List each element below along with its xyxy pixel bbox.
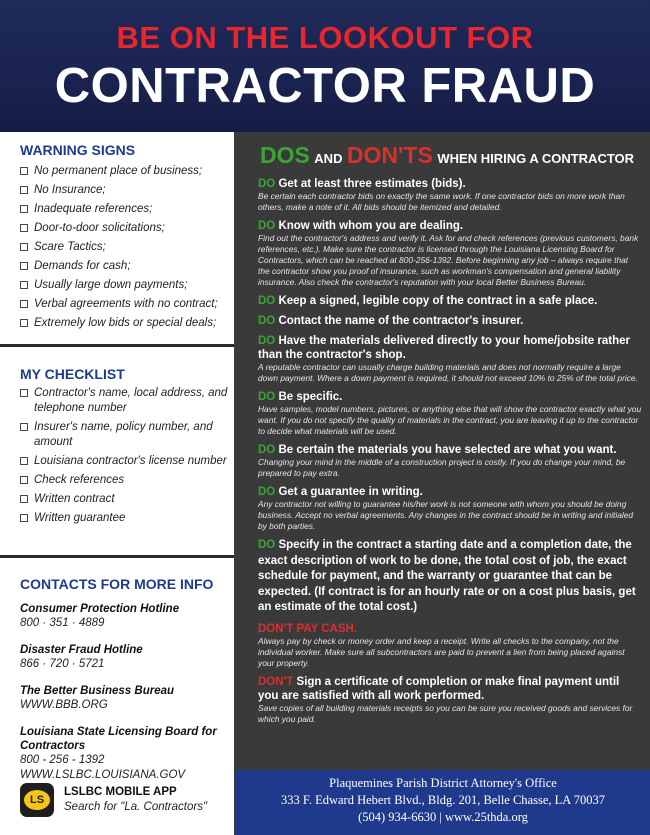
list-item [258, 675, 642, 725]
dos-donts-list [258, 177, 642, 731]
item-heading: Have the materials delivered directly to your home/jobsite rather than the contractor's shop. [258, 335, 630, 361]
footer-phone-website: (504) 934-6630 | www.25thda.org [358, 810, 528, 824]
list-item [258, 219, 642, 288]
contact-name: Consumer Protection Hotline [20, 603, 180, 615]
header-line-1: BE ON THE LOOKOUT FOR [116, 20, 534, 55]
list-item: Extremely low bids or special deals; [20, 316, 218, 331]
list-item: Demands for cash; [20, 259, 218, 274]
checkbox-icon [20, 495, 28, 503]
item-heading: Get a guarantee in writing. [278, 486, 423, 498]
contact-name: Louisiana State Licensing Board for Contractors [20, 726, 217, 752]
contact-website: WWW.LSLBC.LOUISIANA.GOV [20, 769, 186, 781]
left-column [0, 132, 234, 835]
list-item [258, 390, 642, 437]
footer-contact-box [236, 770, 650, 835]
title-dos: DOS [260, 142, 310, 168]
checkbox-icon [20, 167, 28, 175]
checkbox-icon [20, 281, 28, 289]
contact-entry [20, 602, 230, 631]
item-keyword: DO [258, 178, 276, 190]
section-divider [0, 344, 234, 347]
item-keyword: DON'T [258, 675, 294, 688]
contacts-list [20, 602, 230, 795]
checkbox-icon [20, 423, 28, 431]
list-item: Contractor's name, local address, and telephone number [20, 386, 230, 416]
list-item [258, 443, 642, 479]
item-keyword: DO [258, 444, 276, 456]
checklist-title: MY CHECKLIST [20, 366, 125, 382]
contact-entry [20, 643, 230, 672]
item-keyword: DO [258, 220, 276, 232]
contact-phone: 800 - 256 - 1392 [20, 754, 105, 766]
item-heading: Be certain the materials you have selected are what you want. [278, 444, 617, 456]
list-item: Check references [20, 473, 230, 488]
dos-donts-panel [234, 132, 650, 835]
app-title: LSLBC MOBILE APP [64, 786, 177, 798]
list-item [258, 177, 642, 213]
item-description: Find out the contractor's address and verify it. Ask for and check references (previous customers, bank references, etc.). Make sure the contractor is licensed through the Louisiana Licensing Board for Contractors, which can be reached at 800-256-1392. Before beginning any job – always require that the contractor show you proof of insurance, such as workman's compensation and general liability insurance. Also check the contractor's reputation with your local Better Business Bureau. [258, 233, 639, 287]
page-header [0, 0, 650, 132]
checkbox-icon [20, 476, 28, 484]
item-description: Changing your mind in the middle of a construction project is costly. If you do change your mind, be prepared to pay extra. [258, 457, 626, 478]
list-item: Verbal agreements with no contract; [20, 297, 218, 312]
item-keyword: DO [258, 486, 276, 498]
list-item [258, 538, 642, 616]
checkbox-icon [20, 514, 28, 522]
checkbox-icon [20, 300, 28, 308]
list-item [258, 314, 642, 328]
list-item: No permanent place of business; [20, 164, 218, 179]
list-item: No Insurance; [20, 183, 218, 198]
item-heading: Sign a certificate of completion or make final payment until you are satisfied with all work performed. [258, 675, 620, 702]
title-and: AND [314, 151, 343, 166]
list-item: Scare Tactics; [20, 240, 218, 255]
list-item: Louisiana contractor's license number [20, 454, 230, 469]
item-heading: Get at least three estimates (bids). [278, 178, 466, 190]
item-description: A reputable contractor can usually charge building materials and does not normally require a large down payment. Where a down payment is required, it should not exceed 10% to 25% of the total price. [258, 362, 638, 383]
checklist-list [20, 386, 230, 530]
dos-donts-title [260, 142, 634, 169]
header-line-2: CONTRACTOR FRAUD [54, 59, 596, 113]
item-keyword: DON'T PAY CASH. [258, 622, 358, 635]
item-keyword: DO [258, 295, 276, 307]
list-item [258, 334, 642, 384]
list-item: Written guarantee [20, 511, 230, 526]
contact-entry [20, 725, 230, 783]
item-heading: Know with whom you are dealing. [278, 220, 464, 232]
item-heading: Specify in the contract a starting date and a completion date, the exact description of work to be done, the total cost of job, the exact schedule for payment, and the warranty or guarantee that can be expected. (If contract is for an hourly rate or on a cost plus basis, get an estimate of the total cost.) [258, 539, 636, 613]
footer-office-name: Plaquemines Parish District Attorney's Office [329, 776, 557, 790]
checkbox-icon [20, 224, 28, 232]
item-description: Any contractor not willing to guarantee his/her work is not someone with whom you should be doing business. Accept no verbal agreements. Any changes in the contract should be in writing and initialed by both parties. [258, 499, 634, 531]
list-item: Usually large down payments; [20, 278, 218, 293]
item-keyword: DO [258, 391, 276, 403]
title-rest: WHEN HIRING A CONTRACTOR [437, 151, 635, 166]
list-item [258, 294, 642, 308]
item-keyword: DO [258, 335, 276, 347]
contact-entry [20, 684, 230, 713]
footer-address: 333 F. Edward Hebert Blvd., Bldg. 201, Belle Chasse, LA 70037 [281, 793, 605, 807]
warning-signs-list [20, 164, 218, 335]
item-description: Have samples, model numbers, pictures, or anything else that will show the contractor exactly what you want. If you do not specify the quality of materials in the contract, you are leaving it up to the contractor to decide what materials will be used. [258, 404, 642, 436]
contacts-title: CONTACTS FOR MORE INFO [20, 576, 214, 592]
checkbox-icon [20, 389, 28, 397]
app-icon [20, 783, 54, 817]
contact-phone: 866 · 720 · 5721 [20, 658, 105, 670]
checkbox-icon [20, 319, 28, 327]
contact-name: The Better Business Bureau [20, 685, 175, 697]
item-heading: Contact the name of the contractor's insurer. [278, 315, 524, 327]
contact-name: Disaster Fraud Hotline [20, 644, 143, 656]
section-divider [0, 555, 234, 558]
list-item [258, 485, 642, 532]
contact-website: WWW.BBB.ORG [20, 699, 108, 711]
list-item: Door-to-door solicitations; [20, 221, 218, 236]
item-keyword: DO [258, 315, 276, 327]
list-item: Written contract [20, 492, 230, 507]
item-heading: Keep a signed, legible copy of the contract in a safe place. [278, 295, 598, 307]
item-description: Always pay by check or money order and keep a receipt. Write all checks to the company, not the individual worker. Make sure all subcontractors are paid to prevent a lien from being placed against your property. [258, 635, 625, 668]
list-item [258, 622, 642, 669]
item-keyword: DO [258, 539, 276, 551]
checkbox-icon [20, 186, 28, 194]
checkbox-icon [20, 205, 28, 213]
title-donts: DON'TS [346, 142, 433, 168]
item-description: Be certain each contractor bids on exactly the same work. If one contractor bids on more work than others, make a note of it. All bids should be itemized and detailed. [258, 191, 625, 212]
contact-phone: 800 · 351 · 4889 [20, 617, 105, 629]
checkbox-icon [20, 457, 28, 465]
item-heading: Be specific. [278, 391, 343, 403]
checkbox-icon [20, 243, 28, 251]
checkbox-icon [20, 262, 28, 270]
mobile-app-promo [20, 783, 230, 819]
list-item: Insurer's name, policy number, and amount [20, 420, 230, 450]
item-description: Save copies of all building materials receipts so you can be sure you received goods and services for which you paid. [258, 702, 633, 724]
app-subtitle: Search for "La. Contractors" [64, 801, 208, 813]
app-icon-text: LS [24, 790, 50, 810]
warning-signs-title: WARNING SIGNS [20, 142, 136, 158]
list-item: Inadequate references; [20, 202, 218, 217]
